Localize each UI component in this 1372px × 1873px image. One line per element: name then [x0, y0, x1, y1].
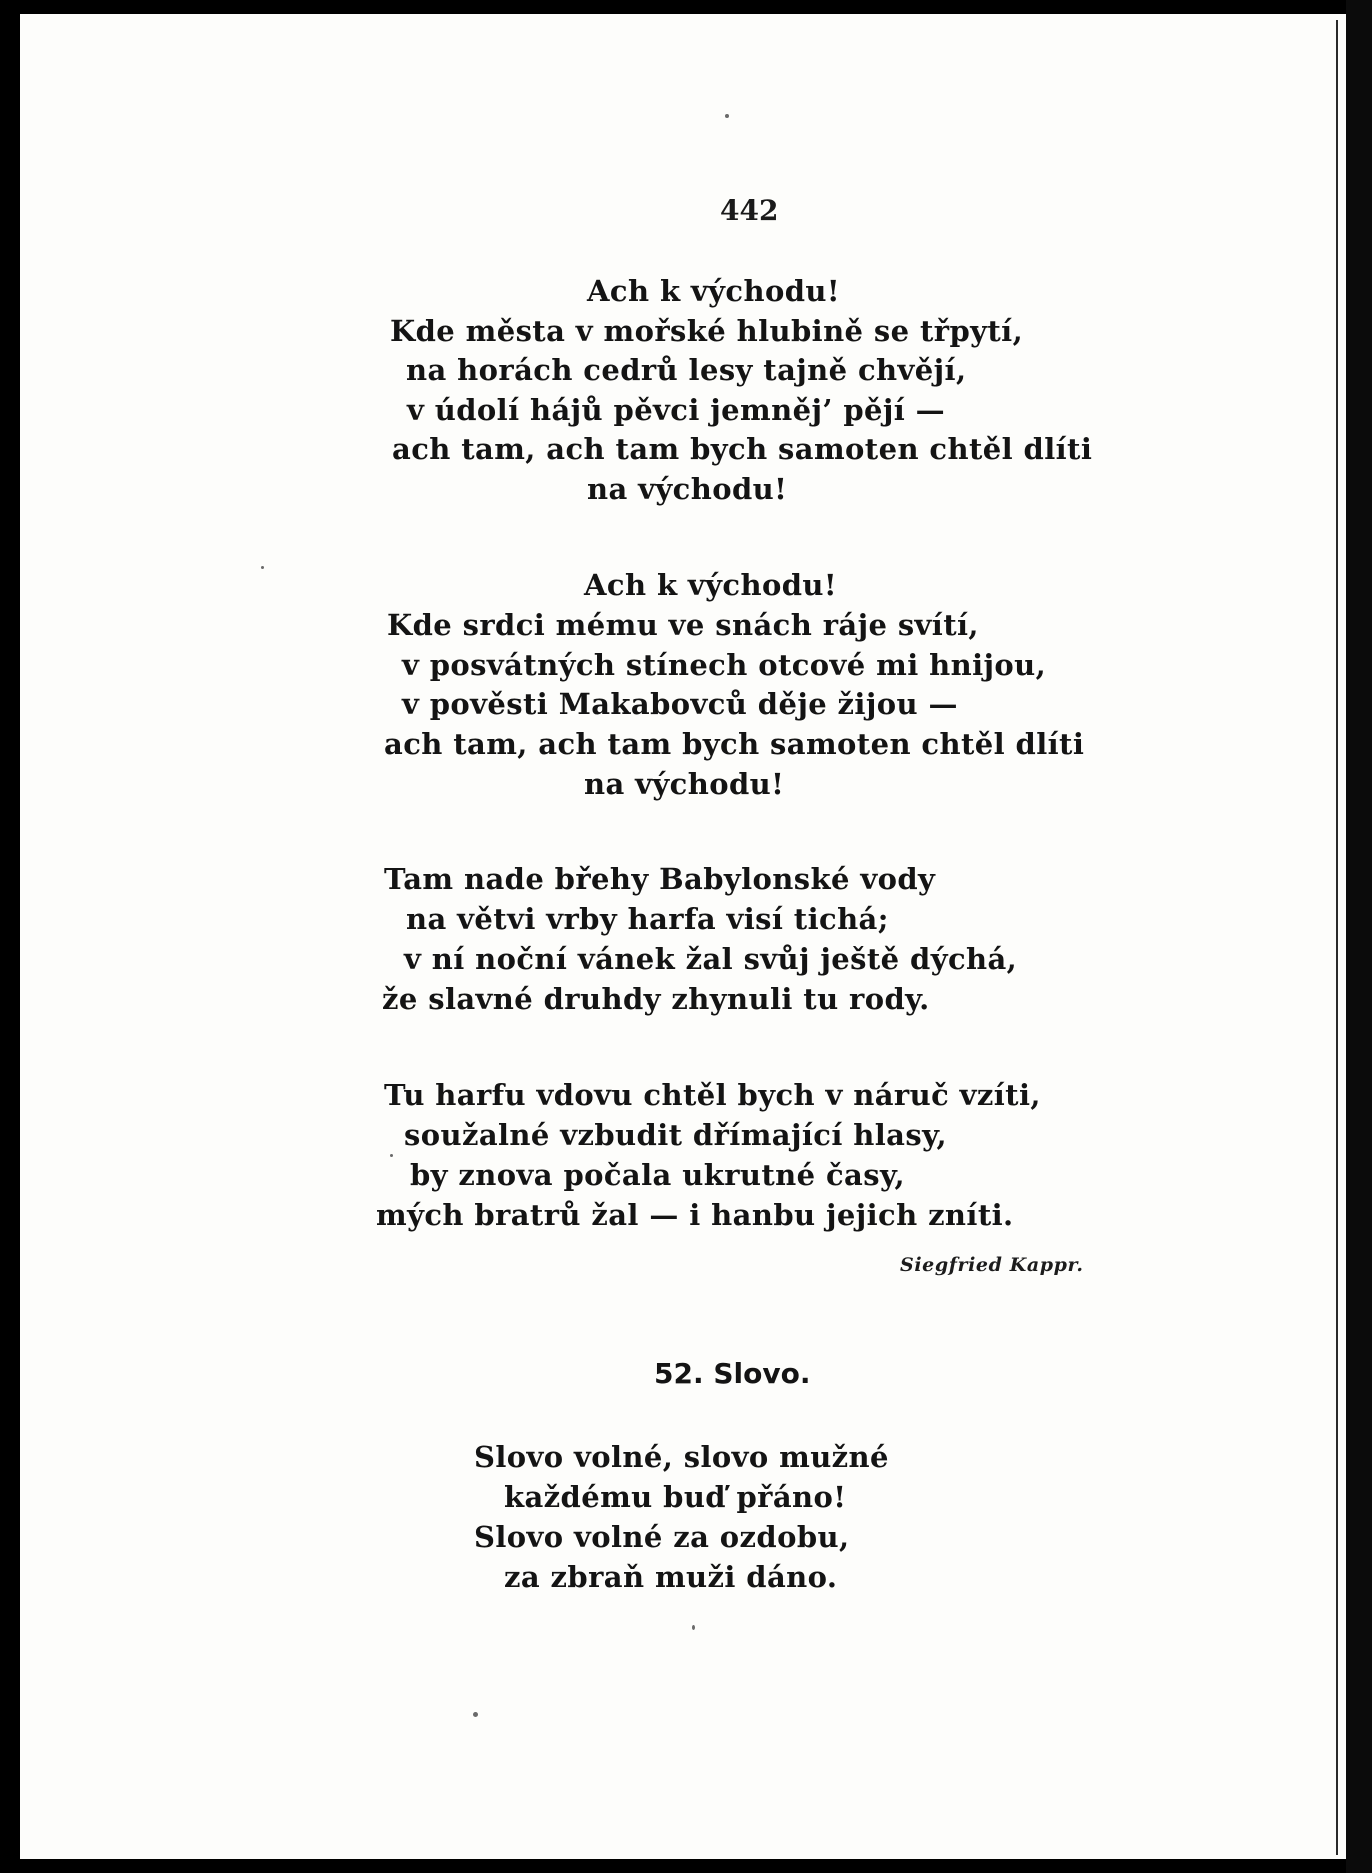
poem-line: v údolí hájů pěvci jemněj’ pějí —	[407, 393, 946, 427]
poem-line: v pověsti Makabovců děje žijou —	[402, 687, 958, 721]
scan-speck	[390, 1154, 393, 1157]
poem-line: Ach k východu!	[587, 274, 841, 308]
scan-speck	[692, 1625, 695, 1630]
book-page	[20, 14, 1346, 1859]
poem-line: soužalné vzbudit dřímající hlasy,	[404, 1118, 948, 1152]
scan-speck	[473, 1712, 478, 1717]
scan-speck	[725, 114, 729, 118]
poem-line: Tu harfu vdovu chtěl bych v náruč vzíti,	[384, 1078, 1041, 1112]
poem-line: na horách cedrů lesy tajně chvějí,	[406, 353, 967, 387]
scan-border	[1346, 0, 1372, 1873]
poem-line: by znova počala ukrutné časy,	[410, 1158, 905, 1192]
poem-line: ach tam, ach tam bych samoten chtěl dlíti	[384, 727, 1085, 761]
poem-line: v posvátných stínech otcové mi hnijou,	[402, 648, 1047, 682]
poem-line: že slavné druhdy zhynuli tu rody.	[382, 982, 930, 1016]
poem-line: Ach k východu!	[584, 568, 838, 602]
poem-line: na větvi vrby harfa visí tichá;	[406, 902, 889, 936]
poem-line: na východu!	[584, 767, 785, 801]
poem-line: mých bratrů žal — i hanbu jejich zníti.	[376, 1198, 1014, 1232]
scan-speck	[261, 566, 264, 569]
poem-line: každému buď přáno!	[504, 1480, 847, 1514]
scan-border-line	[1336, 20, 1338, 1855]
poem-line: Slovo volné, slovo mužné	[474, 1440, 889, 1474]
poem-line: ach tam, ach tam bych samoten chtěl dlíti	[392, 432, 1093, 466]
poem-line: Kde srdci mému ve snách ráje svítí,	[387, 608, 979, 642]
poem-line: Slovo volné za ozdobu,	[474, 1520, 850, 1554]
poem-line: Tam nade břehy Babylonské vody	[384, 862, 936, 896]
poem-line: Kde města v mořské hlubině se třpytí,	[390, 314, 1024, 348]
poem-line: v ní noční vánek žal svůj ještě dýchá,	[404, 942, 1018, 976]
poem-line: na východu!	[587, 472, 788, 506]
author-signature: Siegfried Kappr.	[900, 1254, 1084, 1276]
poem-line: za zbraň muži dáno.	[504, 1560, 838, 1594]
page-number: 442	[720, 194, 779, 227]
section-title: 52. Slovo.	[654, 1357, 811, 1390]
